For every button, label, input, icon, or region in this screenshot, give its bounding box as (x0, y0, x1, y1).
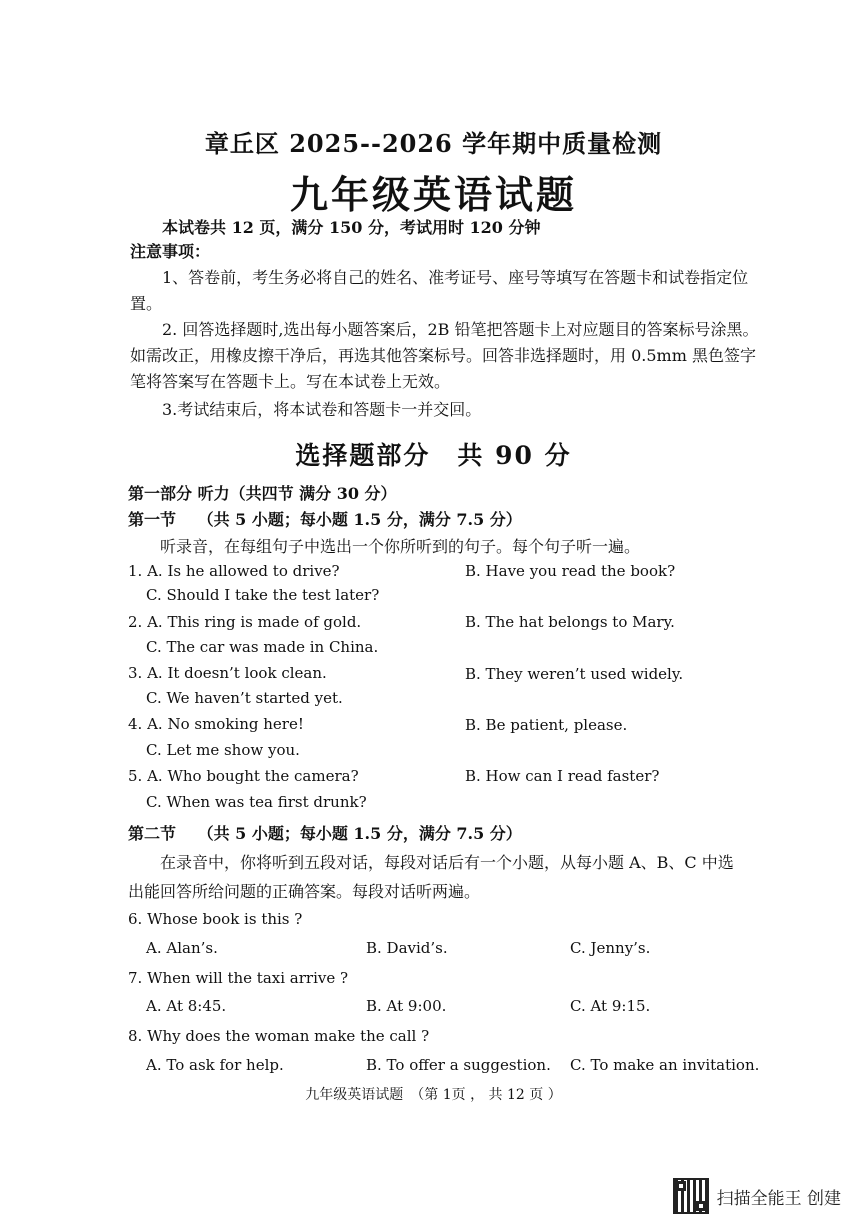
q8-option-c: C. To make an invitation. (570, 1056, 760, 1074)
sec2-heading: 第二节 （共 5 小题；每小题 1.5 分，满分 7.5 分） (128, 824, 522, 843)
q2-option-b: B. The hat belongs to Mary. (465, 613, 675, 631)
q7-question: 7. When will the taxi arrive ? (128, 969, 349, 987)
q7-option-c: C. At 9:15. (570, 997, 651, 1015)
note-item1-line2: 置。 (130, 294, 163, 313)
q4-option-b: B. Be patient, please. (465, 716, 628, 734)
q3-option-a: 3. A. It doesn’t look clean. (128, 664, 327, 682)
section-title: 选择题部分 共 90 分 (295, 441, 572, 470)
q1-option-a: 1. A. Is he allowed to drive? (128, 562, 340, 580)
page-footer: 九年级英语试题 （第 1页 ， 共 12 页 ） (305, 1087, 562, 1103)
q5-option-b: B. How can I read faster? (465, 767, 660, 785)
part1-heading: 第一部分 听力（共四节 满分 30 分） (128, 484, 397, 503)
q2-option-c: C. The car was made in China. (146, 638, 379, 656)
notes-heading: 注意事项： (130, 242, 211, 261)
q8-option-a: A. To ask for help. (146, 1056, 284, 1074)
q6-question: 6. Whose book is this ? (128, 910, 303, 928)
note-item2-line3: 笔将答案写在答题卡上。写在本试卷上无效。 (130, 372, 451, 391)
note-item1-line1: 1、答卷前，考生务必将自己的姓名、准考证号、座号等填写在答题卡和试卷指定位 (162, 268, 749, 287)
note-item2-line1: 2. 回答选择题时,选出每小题答案后，2B 铅笔把答题卡上对应题目的答案标号涂黑。 (162, 320, 759, 339)
exam-title-line1: 章丘区 2025--2026 学年期中质量检测 (204, 129, 663, 158)
q6-option-b: B. David’s. (366, 939, 448, 957)
q8-option-b: B. To offer a suggestion. (366, 1056, 551, 1074)
q4-option-c: C. Let me show you. (146, 741, 300, 759)
q3-option-b: B. They weren’t used widely. (465, 665, 684, 683)
exam-info: 本试卷共 12 页，满分 150 分，考试用时 120 分钟 (162, 218, 541, 237)
q6-option-a: A. Alan’s. (146, 939, 218, 957)
q8-question: 8. Why does the woman make the call ? (128, 1027, 430, 1045)
q1-option-b: B. Have you read the book? (465, 562, 676, 580)
sec1-instruction: 听录音，在每组句子中选出一个你所听到的句子。每个句子听一遍。 (160, 537, 641, 556)
scanner-watermark (673, 1178, 841, 1214)
q5-option-c: C. When was tea first drunk? (146, 793, 367, 811)
sec2-instruction-line1: 在录音中，你将听到五段对话，每段对话后有一个小题，从每小题 A、B、C 中选 (160, 853, 734, 872)
note-item2-line2: 如需改正，用橡皮擦干净后，再选其他答案标号。回答非选择题时，用 0.5mm 黑色签字 (130, 346, 756, 365)
qr-code-icon (673, 1178, 709, 1214)
scanner-watermark-text: 扫描全能王 创建 (716, 1188, 841, 1209)
sec2-instruction-line2: 出能回答所给问题的正确答案。每段对话听两遍。 (128, 882, 481, 901)
q2-option-a: 2. A. This ring is made of gold. (128, 613, 362, 631)
q1-option-c: C. Should I take the test later? (146, 586, 380, 604)
note-item3: 3.考试结束后，将本试卷和答题卡一并交回。 (162, 400, 482, 419)
q3-option-c: C. We haven’t started yet. (146, 689, 343, 707)
q6-option-c: C. Jenny’s. (570, 939, 651, 957)
q7-option-b: B. At 9:00. (366, 997, 447, 1015)
q4-option-a: 4. A. No smoking here! (128, 715, 304, 733)
sec1-heading: 第一节 （共 5 小题；每小题 1.5 分，满分 7.5 分） (128, 510, 522, 529)
q5-option-a: 5. A. Who bought the camera? (128, 767, 359, 785)
exam-title-line2: 九年级英语试题 (289, 172, 577, 217)
q7-option-a: A. At 8:45. (146, 997, 227, 1015)
